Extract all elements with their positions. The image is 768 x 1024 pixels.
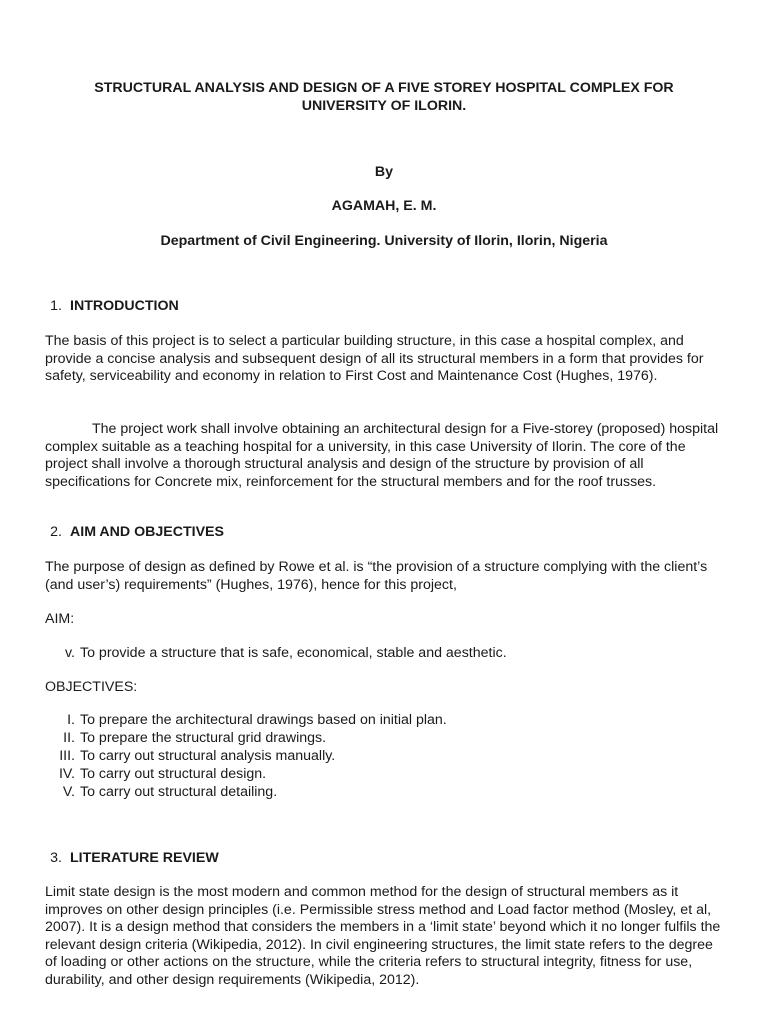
- paragraph: The project work shall involve obtaining an architectural design for a Five-storey (proposed) hospital complex suitable as a teaching hospital for a university, in this case University of Ilorin. The core of the project shall involve a thorough structural analysis and design of the structure by provision of all specifications for Concrete mix, reinforcement for the structural members and for the roof trusses.: [45, 421, 719, 490]
- aim-list: [46, 645, 507, 663]
- objectives-list: [46, 712, 447, 802]
- list-marker: IV.: [58, 766, 75, 782]
- list-item: [46, 712, 447, 730]
- section-number: 1.: [50, 298, 62, 314]
- list-marker: V.: [62, 784, 75, 800]
- by-label: By: [374, 164, 394, 180]
- paper-title: [0, 80, 768, 115]
- list-item-text: To carry out structural analysis manually.: [80, 748, 336, 764]
- list-item-text: To prepare the structural grid drawings.: [80, 730, 327, 746]
- section-title: AIM AND OBJECTIVES: [70, 524, 224, 540]
- list-marker: III.: [59, 748, 75, 764]
- section-number: 2.: [50, 524, 62, 540]
- section-title: LITERATURE REVIEW: [70, 850, 219, 866]
- title-line-2: UNIVERSITY OF ILORIN.: [301, 97, 467, 114]
- section-number: 3.: [50, 850, 62, 866]
- objectives-label: OBJECTIVES:: [45, 679, 138, 695]
- list-item-text: To prepare the architectural drawings based on initial plan.: [80, 712, 447, 728]
- paragraph: Limit state design is the most modern and common method for the design of structural members as it improves on other design principles (i.e. Permissible stress method and Load factor method (Mosley, et al, 2007). It is a design method that considers the members in a ‘limit state’ beyond which it no longer fulfils the relevant design criteria (Wikipedia, 2012). In civil engineering structures, the limit state refers to the degree of loading or other actions on the structure, while the criteria refers to structural integrity, fitness for use, durability, and other design requirements (Wikipedia, 2012).: [45, 884, 721, 988]
- section-heading-literature-review: [44, 850, 219, 868]
- list-item-text: To carry out structural design.: [80, 766, 267, 782]
- paragraph: The basis of this project is to select a particular building structure, in this case a hospital complex, and provide a concise analysis and subsequent design of all its structural members in a form that provides for safety, serviceability and economy in relation to First Cost and Maintenance Cost (Hughes, 1976).: [45, 333, 704, 385]
- title-line-1: STRUCTURAL ANALYSIS AND DESIGN OF A FIVE STOREY HOSPITAL COMPLEX FOR: [94, 80, 674, 96]
- aim-label: AIM:: [45, 611, 75, 627]
- list-marker: I.: [67, 712, 75, 728]
- paragraph: The purpose of design as defined by Rowe et al. is “the provision of a structure complying with the client’s (and user’s) requirements” (Hughes, 1976), hence for this project,: [45, 559, 708, 593]
- list-marker: v.: [65, 645, 75, 661]
- list-marker: II.: [63, 730, 75, 746]
- list-item-text: To provide a structure that is safe, economical, stable and aesthetic.: [80, 645, 507, 661]
- section-heading-introduction: [44, 298, 179, 316]
- list-item-text: To carry out structural detailing.: [80, 784, 278, 800]
- section-heading-aim-objectives: [44, 524, 224, 542]
- list-item: [46, 784, 447, 802]
- section-title: INTRODUCTION: [70, 298, 179, 314]
- author-name: AGAMAH, E. M.: [331, 198, 437, 214]
- affiliation: Department of Civil Engineering. University of Ilorin, Ilorin, Nigeria: [160, 233, 608, 249]
- list-item: [46, 645, 507, 663]
- list-item: [46, 730, 447, 748]
- list-item: [46, 748, 447, 766]
- list-item: [46, 766, 447, 784]
